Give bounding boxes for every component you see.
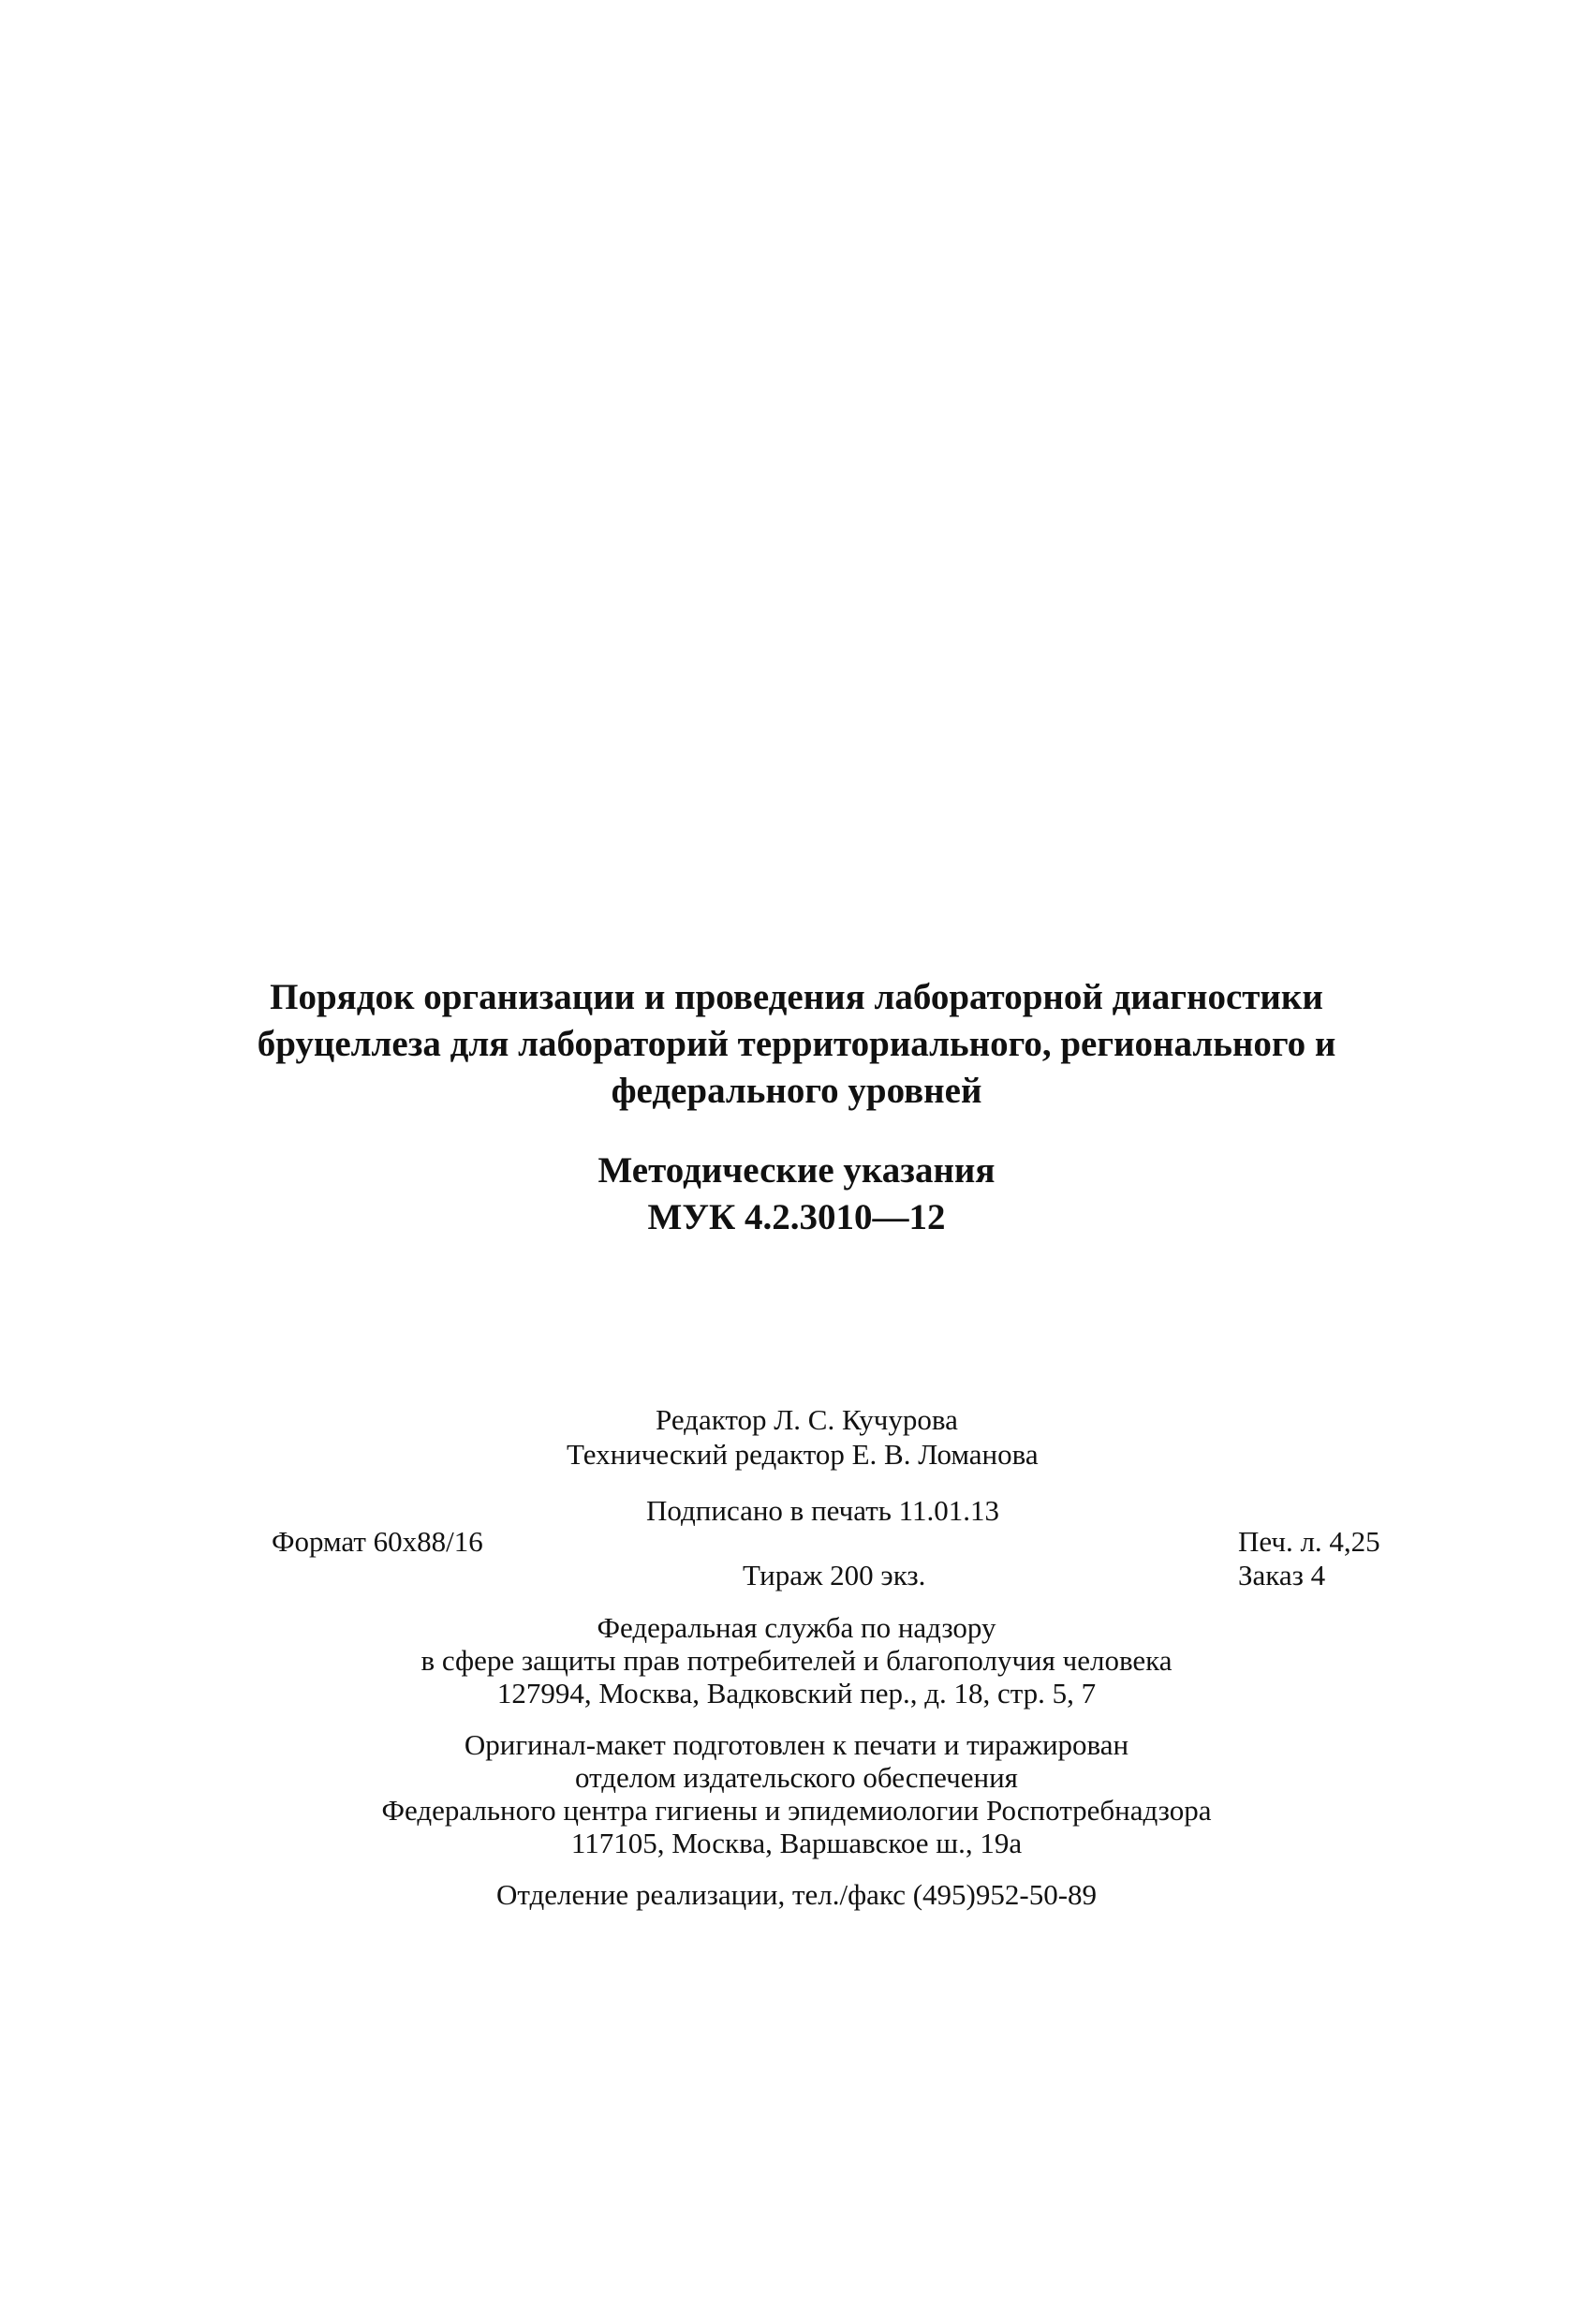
printer-address: 117105, Москва, Варшавское ш., 19а	[570, 1827, 1023, 1859]
signed-date-line: Подписано в печать 11.01.13	[646, 1494, 999, 1527]
title-line-1: Порядок организации и проведения лабораторной диагностики	[270, 977, 1323, 1017]
circulation-line: Тираж 200 экз.	[743, 1559, 926, 1591]
printer-line-1: Оригинал-макет подготовлен к печати и тиражирован	[464, 1728, 1129, 1761]
title-line-2: бруцеллеза для лабораторий территориального, регионального и	[257, 1024, 1336, 1064]
tech-editor-line: Технический редактор Е. В. Ломанова	[567, 1438, 1039, 1471]
document-type	[0, 1147, 1593, 1241]
editor-line: Редактор Л. С. Кучурова	[656, 1403, 958, 1436]
document-title	[0, 974, 1593, 1115]
sales-contact: Отделение реализации, тел./факс (495)952-50-89	[495, 1878, 1098, 1911]
title-line-3: федерального уровней	[611, 1071, 982, 1111]
print-sheets-line: Печ. л. 4,25	[1238, 1525, 1380, 1558]
format-line: Формат 60x88/16	[272, 1525, 483, 1558]
publisher-line-1: Федеральная служба по надзору	[597, 1611, 996, 1644]
doc-code: МУК 4.2.3010—12	[647, 1197, 946, 1237]
order-line: Заказ 4	[1238, 1559, 1326, 1591]
publisher-line-2: в сфере защиты прав потребителей и благополучия человека	[420, 1644, 1173, 1677]
printer-line-3: Федерального центра гигиены и эпидемиологии Роспотребнадзора	[381, 1794, 1212, 1827]
printer-line-2: отделом издательского обеспечения	[575, 1761, 1018, 1794]
publisher-address: 127994, Москва, Вадковский пер., д. 18, стр. 5, 7	[496, 1677, 1097, 1710]
doc-type-label: Методические указания	[597, 1150, 996, 1191]
